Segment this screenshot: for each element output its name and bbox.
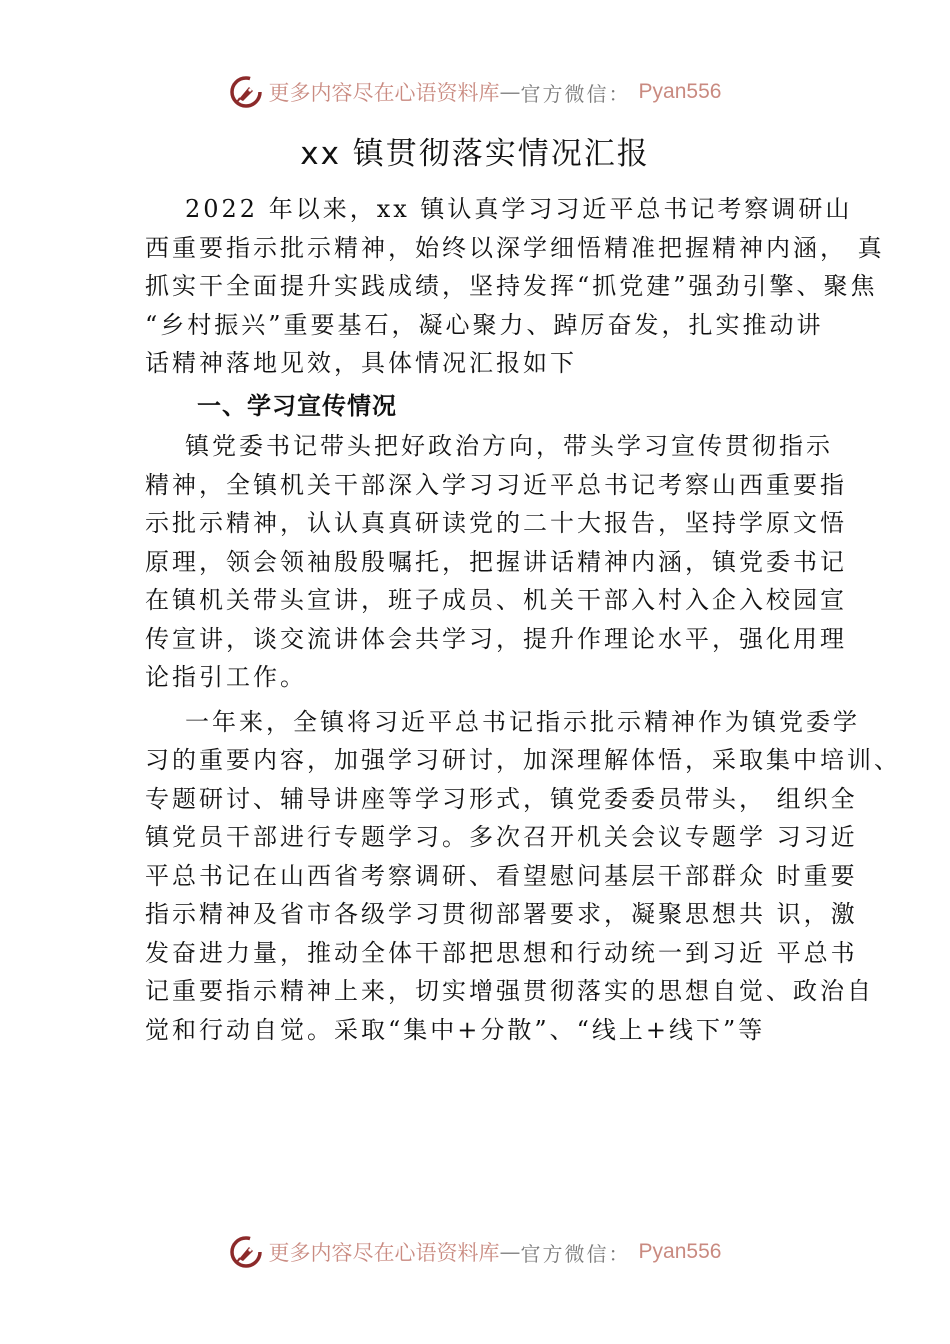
text-line: 传宣讲，谈交流讲体会共学习，提升作理论水平，强化用理	[145, 624, 847, 653]
text-line: 原理，领会领袖殷殷嘱托，把握讲话精神内涵，镇党委书记	[145, 547, 847, 576]
watermark-library-text: 更多内容尽在心语资料库	[268, 1241, 500, 1265]
text-line: 话精神落地见效，具体情况汇报如下	[145, 349, 577, 377]
footer-watermark	[0, 1230, 950, 1274]
pen-nib-logo-icon	[229, 1235, 263, 1269]
text-line: 专题研讨、辅导讲座等学习形式，镇党委委员带头， 组织全	[145, 784, 858, 813]
watermark-wechat-label: 官方微信：	[520, 1241, 631, 1266]
text-line: 精神，全镇机关干部深入学习习近平总书记考察山西重要指	[145, 470, 847, 499]
watermark-library-text: 更多内容尽在心语资料库	[268, 81, 500, 105]
text-line: 指示精神及省市各级学习贯彻部署要求，凝聚思想共 识，激	[145, 900, 858, 928]
text-line: 记重要指示精神上来，切实增强贯彻落实的思想自觉、政治自	[145, 977, 874, 1005]
text-line: 习的重要内容，加强学习研讨，加深理解体悟，采取集中培训、	[145, 746, 901, 774]
text-line: 2022 年以来，xx 镇认真学习习近平总书记考察调研山	[185, 195, 853, 223]
watermark-dash: —	[499, 1240, 521, 1264]
text-line: 镇党委书记带头把好政治方向，带头学习宣传贯彻指示	[185, 432, 833, 460]
text-line: 觉和行动自觉。采取“集中+分散”、“线上+线下”等	[145, 1015, 766, 1044]
text-line: 西重要指示批示精神，始终以深学细悟精准把握精神内涵， 真	[145, 233, 885, 262]
document-title: xx 镇贯彻落实情况汇报	[300, 136, 650, 172]
section1-paragraph-2	[145, 703, 901, 1050]
watermark-wechat-id: Pyan556	[638, 80, 722, 103]
watermark-wechat-label: 官方微信：	[520, 81, 631, 106]
pen-nib-logo-icon	[229, 75, 263, 109]
document-body	[145, 190, 901, 1049]
text-line: 在镇机关带头宣讲，班子成员、机关干部入村入企入校园宣	[145, 586, 847, 614]
text-line: “乡村振兴”重要基石，凝心聚力、踔厉奋发，扎实推动讲	[145, 310, 824, 339]
text-line: 镇党员干部进行专题学习。多次召开机关会议专题学 习习近	[145, 823, 858, 851]
text-line: 示批示精神，认认真真研读党的二十大报告，坚持学原文悟	[145, 509, 847, 537]
text-line: 平总书记在山西省考察调研、看望慰问基层干部群众 时重要	[145, 861, 858, 890]
watermark-wechat-id: Pyan556	[638, 1240, 722, 1263]
text-line: 一年来，全镇将习近平总书记指示批示精神作为镇党委学	[185, 707, 860, 736]
watermark-dash: —	[499, 80, 521, 104]
section1-paragraph-1	[145, 427, 847, 697]
intro-paragraph	[145, 190, 885, 383]
text-line: 论指引工作。	[145, 663, 307, 691]
header-watermark	[0, 70, 950, 114]
text-line: 发奋进力量，推动全体干部把思想和行动统一到习近 平总书	[145, 938, 858, 967]
text-line: 抓实干全面提升实践成绩，坚持发挥“抓党建”强劲引擎、聚焦	[145, 272, 878, 300]
section-heading-study-promotion: 一、学习宣传情况	[197, 391, 397, 420]
